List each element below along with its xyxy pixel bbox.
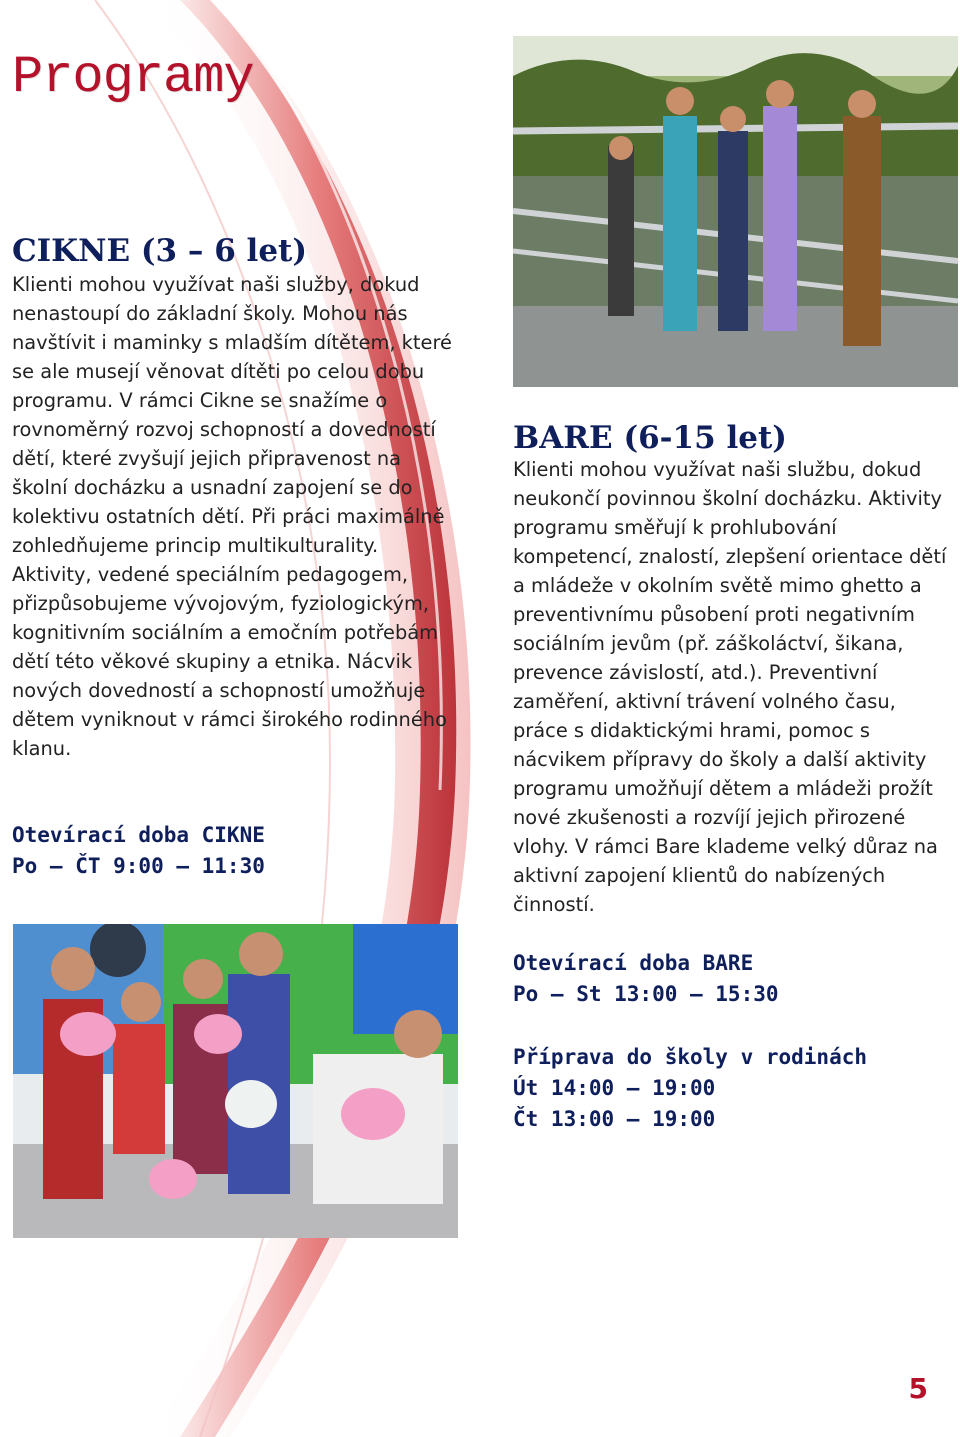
cikne-heading: CIKNE (3 – 6 let) — [12, 233, 308, 269]
preparation-title: Příprava do školy v rodinách — [513, 1045, 868, 1069]
cikne-hours-title: Otevírací doba CIKNE — [12, 823, 265, 847]
bare-hours-value: Po – St 13:00 – 15:30 — [513, 982, 779, 1006]
children-on-bridge-photo — [513, 36, 958, 387]
cikne-opening-hours — [12, 820, 265, 882]
page-title: Programy — [12, 48, 254, 107]
school-preparation-hours — [513, 1042, 867, 1135]
cikne-hours-value: Po – ČT 9:00 – 11:30 — [12, 854, 265, 878]
cikne-description: Klienti mohou využívat naši služby, dokud nenastoupí do základní školy. Mohou nás navštívit i maminky s mladším dítětem, které se ale musejí věnovat dítěti po celou dobu programu. V rámci Cikne se snažíme o rovnoměrný rozvoj schopností a dovedností dětí, které zvyšují jejich připravenost na školní docházku a usnadní zapojení se do kolektivu ostatních dětí. Při práci maximálně zohledňujeme princip multikulturality. Aktivity, vedené speciálním pedagogem, přizpůsobujeme vývojovým, fyziologickým, kognitivním sociálním a emočním potřebám dětí této věkové skupiny a etnika. Nácvik nových dovedností a schopností umožňuje dětem vyniknout v rámci širokého rodinného klanu. — [12, 273, 452, 760]
children-with-balloons-photo — [13, 924, 458, 1238]
page-number: 5 — [908, 1372, 928, 1405]
bare-opening-hours — [513, 948, 779, 1010]
bare-heading: BARE (6-15 let) — [513, 420, 787, 456]
bare-description: Klienti mohou využívat naši službu, dokud neukončí povinnou školní docházku. Aktivity programu směřují k prohlubování kompetencí, znalostí, zlepšení orientace dětí a mládeže v okolním světě mimo ghetto a preventivnímu působení proti negativním sociálním jevům (př. záškoláctví, šikana, prevence závislostí, atd.). Preventivní zaměření, aktivní trávení volného času, práce s didaktickými hrami, pomoc s nácvikem přípravy do školy a další aktivity programu umožňují dětem a mládeži prožít nové zkušenosti a rozvíjí jejich přirozené vlohy. V rámci Bare klademe velký důraz na aktivní zapojení klientů do nabízených činností. — [513, 458, 947, 916]
bare-hours-title: Otevírací doba BARE — [513, 951, 754, 975]
preparation-hours-thursday: Čt 13:00 – 19:00 — [513, 1107, 716, 1131]
preparation-hours-tuesday: Út 14:00 – 19:00 — [513, 1076, 716, 1100]
